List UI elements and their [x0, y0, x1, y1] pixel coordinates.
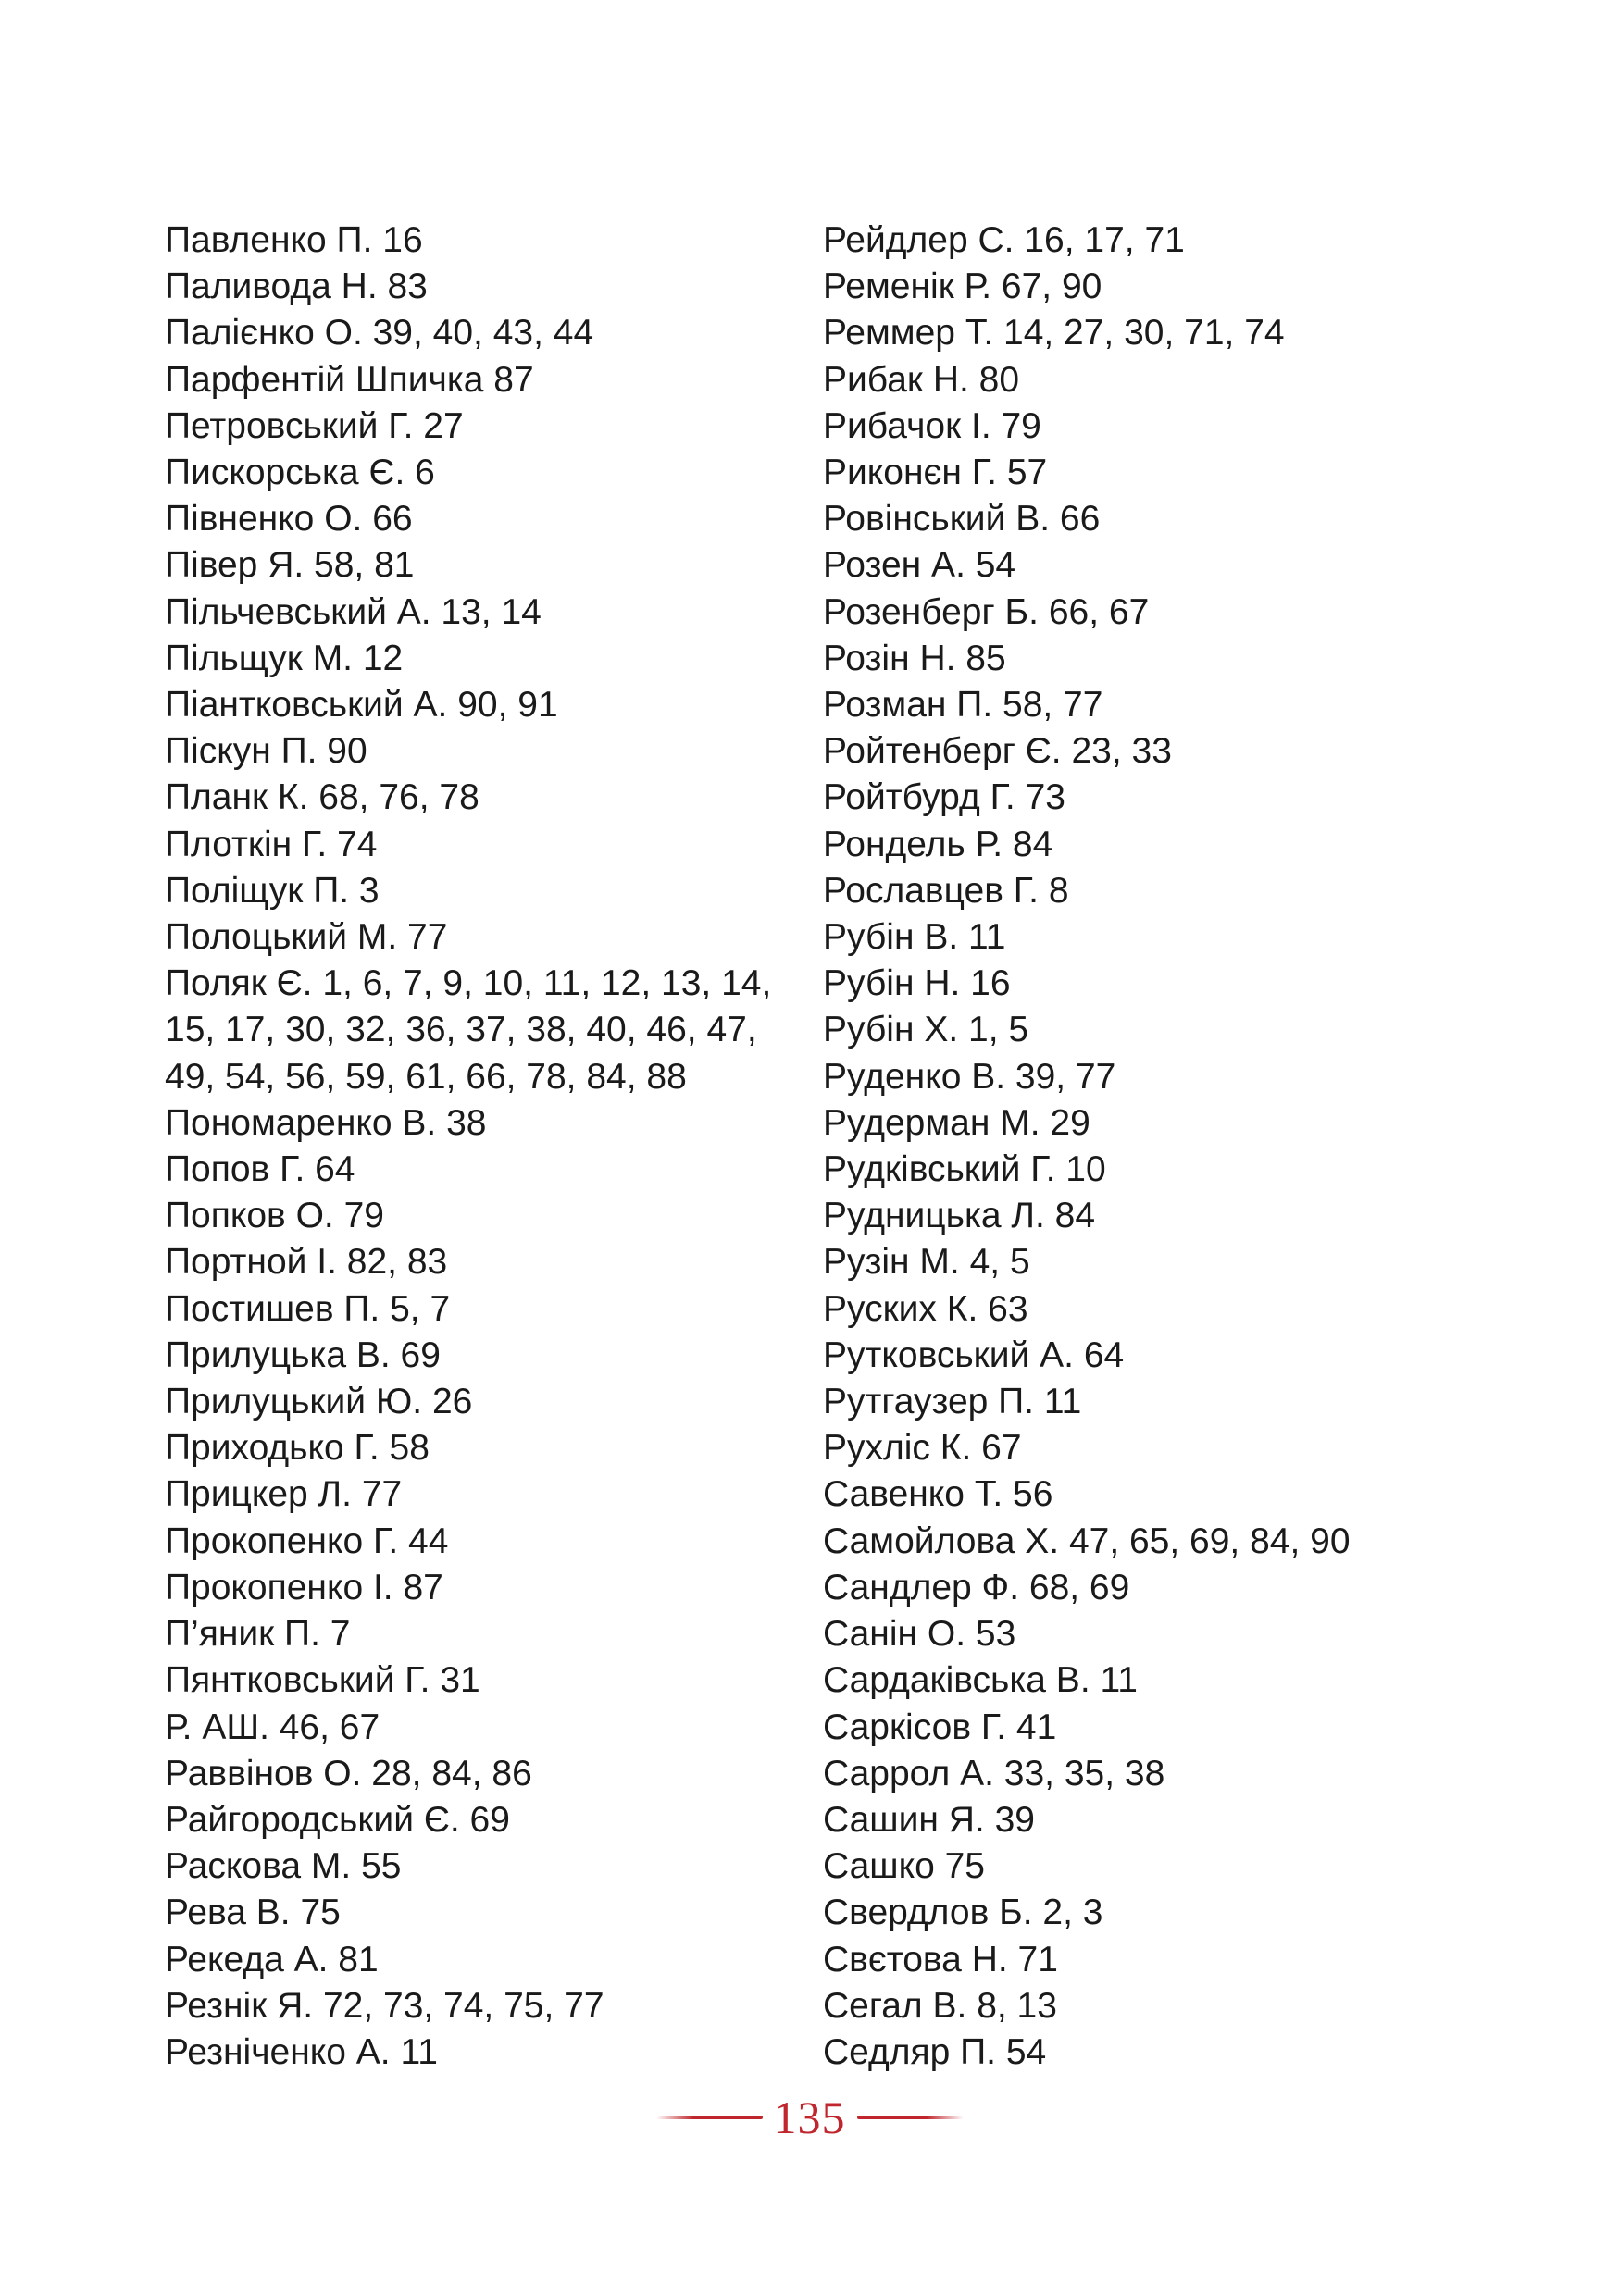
- footer-rule-left: [656, 2116, 763, 2119]
- index-entry: Савенко Т. 56: [823, 1474, 1053, 1515]
- index-entry: 49, 54, 56, 59, 61, 66, 78, 84, 88: [165, 1056, 687, 1097]
- page-footer: [0, 2080, 1619, 2154]
- index-entry: Ройтбурд Г. 73: [823, 777, 1065, 818]
- index-entry: Пільчевський А. 13, 14: [165, 591, 542, 632]
- index-entry: Свєтова Н. 71: [823, 1939, 1058, 1980]
- index-entry: Пискорська Є. 6: [165, 453, 435, 493]
- index-entry: Самойлова Х. 47, 65, 69, 84, 90: [823, 1520, 1351, 1561]
- index-entry: Павленко П. 16: [165, 220, 423, 260]
- index-entry: Рубін Х. 1, 5: [823, 1010, 1029, 1050]
- index-column-left: [165, 217, 813, 2076]
- index-entry: Сардаківська В. 11: [823, 1660, 1138, 1701]
- index-entry: Парфентій Шпичка 87: [165, 359, 534, 400]
- page-number: 135: [773, 2091, 846, 2143]
- index-entry: Райгородський Є. 69: [165, 1799, 510, 1840]
- index-entry: Попов Г. 64: [165, 1149, 355, 1190]
- index-entry: 15, 17, 30, 32, 36, 37, 38, 40, 46, 47,: [165, 1010, 757, 1050]
- index-entry: Поліщук П. 3: [165, 870, 380, 911]
- index-entry: Прокопенко Г. 44: [165, 1520, 449, 1561]
- index-entry: Розін Н. 85: [823, 638, 1006, 678]
- index-entry: Рибак Н. 80: [823, 359, 1020, 400]
- index-entry: Прилуцький Ю. 26: [165, 1382, 473, 1422]
- index-entry: Рондель Р. 84: [823, 824, 1053, 864]
- index-entry: Р. АШ. 46, 67: [165, 1706, 380, 1747]
- index-entry: Риконєн Г. 57: [823, 453, 1048, 493]
- footer-rule-right: [857, 2116, 964, 2119]
- index-column-right: [823, 217, 1471, 2076]
- index-entry: Палієнко О. 39, 40, 43, 44: [165, 313, 594, 354]
- index-entry: Паливода Н. 83: [165, 267, 428, 307]
- index-entry: Ровінський В. 66: [823, 499, 1101, 540]
- index-entry: Раввінов О. 28, 84, 86: [165, 1753, 532, 1793]
- index-entry: Рудницька Л. 84: [823, 1196, 1096, 1236]
- index-entry: Петровський Г. 27: [165, 405, 464, 446]
- index-entry: Рибачок І. 79: [823, 405, 1041, 446]
- index-entry: Приходько Г. 58: [165, 1428, 430, 1469]
- index-entry: Півер Я. 58, 81: [165, 545, 415, 586]
- index-entry: Резніченко А. 11: [165, 2031, 438, 2072]
- index-entry: Резнік Я. 72, 73, 74, 75, 77: [165, 1985, 604, 2026]
- index-entry: Рухліс К. 67: [823, 1428, 1022, 1469]
- index-entry: Рудерман М. 29: [823, 1102, 1090, 1143]
- index-entry: Саррол А. 33, 35, 38: [823, 1753, 1165, 1793]
- index-entry: Рейдлер С. 16, 17, 71: [823, 220, 1185, 260]
- index-entry: Прилуцька В. 69: [165, 1334, 441, 1375]
- index-entry: Сегал В. 8, 13: [823, 1985, 1057, 2026]
- index-entry: Рузін М. 4, 5: [823, 1242, 1030, 1283]
- index-entry: Портной І. 82, 83: [165, 1242, 448, 1283]
- index-entry: Прокопенко І. 87: [165, 1567, 443, 1607]
- index-entry: Свердлов Б. 2, 3: [823, 1893, 1103, 1933]
- index-entry: Рекеда А. 81: [165, 1939, 379, 1980]
- index-entry: Планк К. 68, 76, 78: [165, 777, 479, 818]
- index-entry: Руских К. 63: [823, 1288, 1028, 1329]
- index-entry: Реммер Т. 14, 27, 30, 71, 74: [823, 313, 1285, 354]
- index-entry: Попков О. 79: [165, 1196, 384, 1236]
- index-entry: Рославцев Г. 8: [823, 870, 1069, 911]
- index-entry: Рубін В. 11: [823, 917, 1006, 958]
- index-entry: Пільщук М. 12: [165, 638, 404, 678]
- index-entry: Пянтковський Г. 31: [165, 1660, 480, 1701]
- index-entry: Рутгаузер П. 11: [823, 1382, 1082, 1422]
- index-entry: Поляк Є. 1, 6, 7, 9, 10, 11, 12, 13, 14,: [165, 963, 772, 1004]
- index-entry: Ройтенберг Є. 23, 33: [823, 731, 1172, 772]
- index-entry: Сашин Я. 39: [823, 1799, 1035, 1840]
- index-entry: Сашко 75: [823, 1846, 985, 1887]
- index-entry: Саркісов Г. 41: [823, 1706, 1057, 1747]
- index-entry: П’яник П. 7: [165, 1614, 351, 1655]
- index-entry: Прицкер Л. 77: [165, 1474, 403, 1515]
- index-entry: Постишев П. 5, 7: [165, 1288, 451, 1329]
- index-entry: Плоткін Г. 74: [165, 824, 378, 864]
- index-entry: Рева В. 75: [165, 1893, 341, 1933]
- index-entry: Ременік Р. 67, 90: [823, 267, 1102, 307]
- index-entry: Раскова М. 55: [165, 1846, 402, 1887]
- index-entry: Рубін Н. 16: [823, 963, 1011, 1004]
- index-entry: Пономаренко В. 38: [165, 1102, 487, 1143]
- index-entry: Розенберг Б. 66, 67: [823, 591, 1150, 632]
- index-entry: Полоцький М. 77: [165, 917, 448, 958]
- index-entry: Рудківський Г. 10: [823, 1149, 1106, 1190]
- index-entry: Рутковський А. 64: [823, 1334, 1125, 1375]
- index-entry: Розен А. 54: [823, 545, 1016, 586]
- index-entry: Піантковський А. 90, 91: [165, 685, 558, 726]
- index-entry: Піскун П. 90: [165, 731, 367, 772]
- index-entry: Сандлер Ф. 68, 69: [823, 1567, 1130, 1607]
- index-entry: Седляр П. 54: [823, 2031, 1047, 2072]
- index-entry: Півненко О. 66: [165, 499, 413, 540]
- index-entry: Руденко В. 39, 77: [823, 1056, 1116, 1097]
- index-entry: Санін О. 53: [823, 1614, 1016, 1655]
- index-entry: Розман П. 58, 77: [823, 685, 1103, 726]
